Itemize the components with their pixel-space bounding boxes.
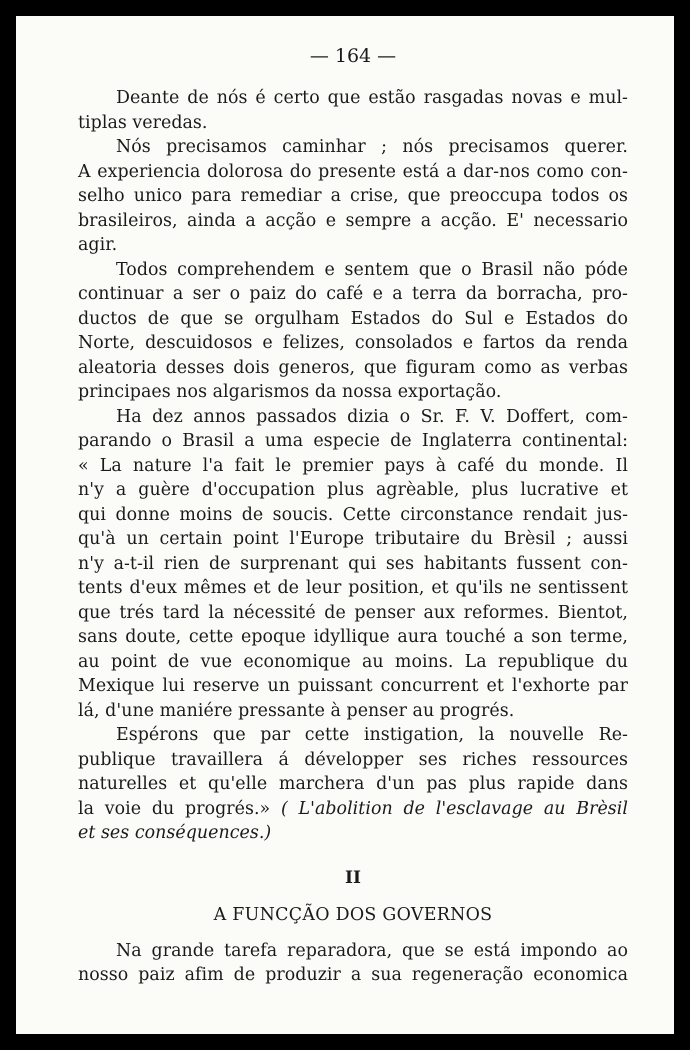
text-line: qui donne moins de soucis. Cette circonstance rendait jus- [78, 504, 628, 525]
text-line-mixed [78, 797, 628, 822]
book-page [16, 16, 674, 1034]
paragraph-6 [78, 939, 628, 988]
paragraph-3 [78, 258, 628, 405]
text-line: tents d'eux mêmes et de leur position, et qu'ils ne sentissent [78, 578, 628, 598]
text-line: « La nature l'a fait le premier pays à café du monde. Il [78, 455, 628, 476]
page-number: — 164 — [309, 45, 397, 67]
text-line: publique travaillera á développer ses riches ressources [78, 749, 628, 770]
text-line: lá, d'une maniére pressante à penser au progrés. [78, 700, 515, 721]
text-line: ductos de que se orgulham Estados do Sul e Estados do [78, 308, 628, 329]
section-title: A FUNCÇÃO DOS GOVERNOS [213, 904, 493, 925]
section-numeral: II [345, 867, 361, 888]
paragraph-4 [78, 405, 628, 724]
text-line: parando o Brasil a uma especie de Inglaterra continental: [78, 431, 628, 451]
text-line: qu'à un certain point l'Europe tributaire du Brèsil ; aussi [78, 529, 628, 549]
text-line: n'y a guère d'occupation plus agrèable, plus lucrative et [78, 480, 628, 500]
text-line: que trés tard la nécessité de penser aux reformes. Bientot, [78, 602, 628, 623]
text-line: n'y a-t-il rien de surprenant qui ses habitants fussent con- [78, 553, 628, 574]
text-line: Norte, descuidosos e felizes, consolados e fartos da renda [78, 333, 628, 353]
text-line: sans doute, cette epoque idyllique aura touché a son terme, [78, 627, 628, 647]
text-line: au point de vue economique au moins. La republique du [78, 651, 628, 672]
text-plain: la voie du progrés.» [78, 798, 281, 819]
paragraph-1 [78, 86, 628, 135]
text-line: nosso paiz afim de produzir a sua regeneração economica [78, 965, 628, 985]
text-line: agir. [78, 235, 118, 255]
text-line: Deante de nós é certo que estão rasgadas novas e mul- [116, 88, 628, 108]
page-content [78, 44, 628, 988]
text-line: Nós precisamos caminhar ; nós precisamos querer. [116, 137, 628, 157]
paragraph-5 [78, 723, 628, 846]
citation-italic: ( L'abolition de l'esclavage au Brèsil [280, 798, 628, 819]
text-line: aleatoria desses dois generos, que figuram como as verbas [78, 357, 628, 378]
text-line: tiplas veredas. [78, 112, 208, 133]
text-line: Mexique lui reserve un puissant concurrent et l'exhorte par [78, 676, 628, 696]
text-line: naturelles et qu'elle marchera d'un pas plus rapide dans [78, 774, 628, 794]
text-line: principaes nos algarismos da nossa exportação. [78, 382, 502, 402]
text-line: Todos comprehendem e sentem que o Brasil não póde [116, 259, 628, 280]
text-line: Na grande tarefa reparadora, que se está impondo ao [116, 940, 628, 961]
citation-italic-end: et ses conséquences.) [78, 823, 272, 843]
text-line: A experiencia dolorosa do presente está a dar-nos como con- [78, 161, 628, 182]
text-line: brasileiros, ainda a acção e sempre a acção. E' necessario [78, 210, 628, 231]
text-line: continuar a ser o paiz do café e a terra da borracha, pro- [78, 284, 628, 304]
text-line: Ha dez annos passados dizia o Sr. F. V. Doffert, com- [116, 406, 628, 427]
text-line: Espérons que par cette instigation, la nouvelle Re- [116, 725, 628, 745]
text-line: selho unico para remediar a crise, que preoccupa todos os [78, 186, 628, 206]
paragraph-2 [78, 135, 628, 258]
